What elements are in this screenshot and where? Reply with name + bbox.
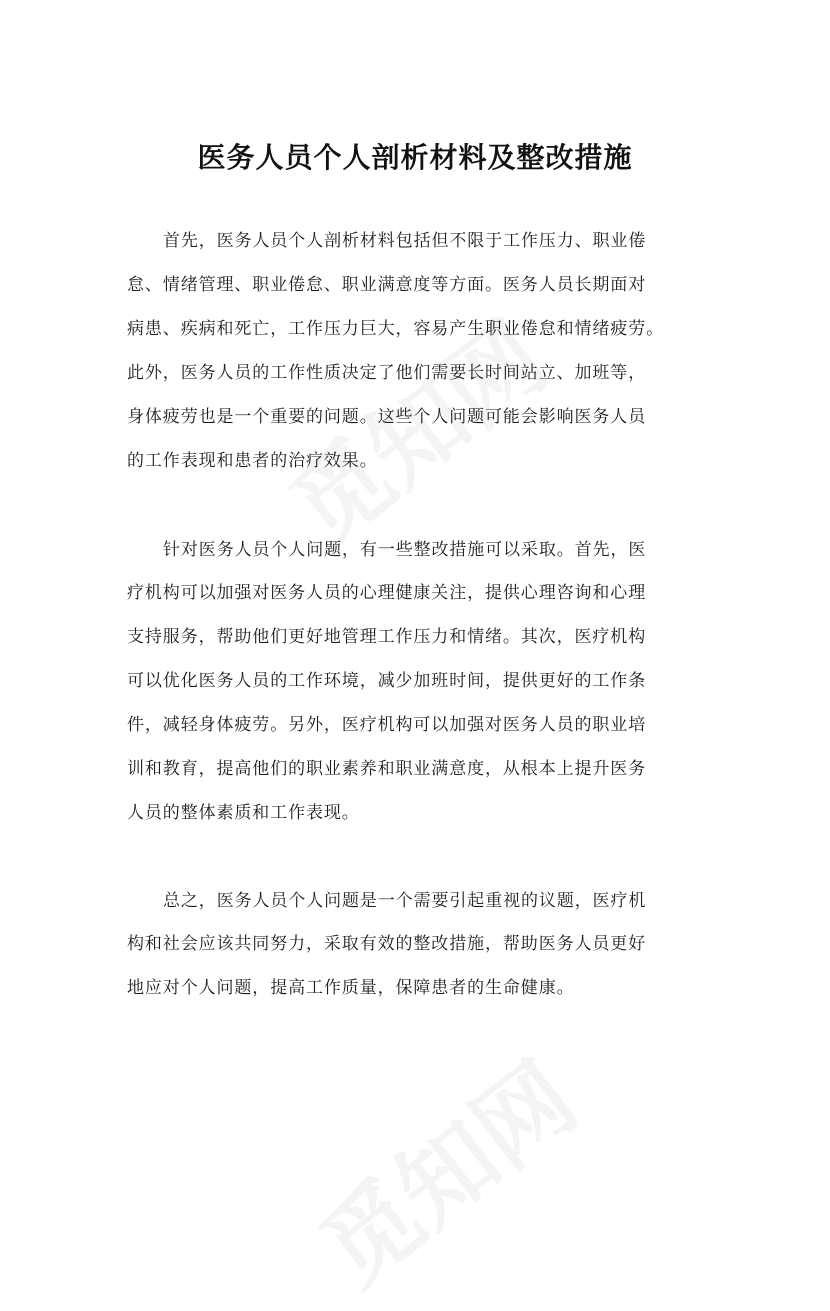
paragraph-1-line: 首先，医务人员个人剖析材料包括但不限于工作压力、职业倦 — [163, 231, 647, 251]
paragraph-2-line: 人员的整体素质和工作表现。 — [127, 803, 360, 823]
paragraph-2-line: 疗机构可以加强对医务人员的心理健康关注，提供心理咨询和心理 — [127, 583, 647, 603]
paragraph-1-line: 此外，医务人员的工作性质决定了他们需要长时间站立、加班等， — [127, 363, 647, 383]
paragraph-2-line: 可以优化医务人员的工作环境，减少加班时间，提供更好的工作条 — [127, 671, 647, 691]
watermark — [288, 1026, 599, 1311]
paragraph-2-line: 针对医务人员个人问题，有一些整改措施可以采取。首先，医 — [163, 540, 647, 560]
document-title: 医务人员个人剖析材料及整改措施 — [197, 141, 633, 174]
paragraph-2-line: 训和教育，提高他们的职业素养和职业满意度，从根本上提升医务 — [127, 759, 647, 779]
paragraph-1-line: 病患、疾病和死亡，工作压力巨大，容易产生职业倦怠和情绪疲劳。 — [127, 319, 664, 339]
paragraph-3-line: 构和社会应该共同努力，采取有效的整改措施，帮助医务人员更好 — [127, 934, 647, 954]
paragraph-3-line: 地应对个人问题，提高工作质量，保障患者的生命健康。 — [127, 978, 575, 998]
paragraph-2-line: 支持服务，帮助他们更好地管理工作压力和情绪。其次，医疗机构 — [127, 627, 647, 647]
paragraph-1-line: 怠、情绪管理、职业倦怠、职业满意度等方面。医务人员长期面对 — [127, 275, 647, 295]
paragraph-3-line: 总之，医务人员个人问题是一个需要引起重视的议题，医疗机 — [163, 891, 647, 911]
paragraph-1-line: 的工作表现和患者的治疗效果。 — [127, 451, 378, 471]
paragraph-2-line: 件，减轻身体疲劳。另外，医疗机构可以加强对医务人员的职业培 — [127, 715, 647, 735]
paragraph-1-line: 身体疲劳也是一个重要的问题。这些个人问题可能会影响医务人员 — [127, 407, 647, 427]
